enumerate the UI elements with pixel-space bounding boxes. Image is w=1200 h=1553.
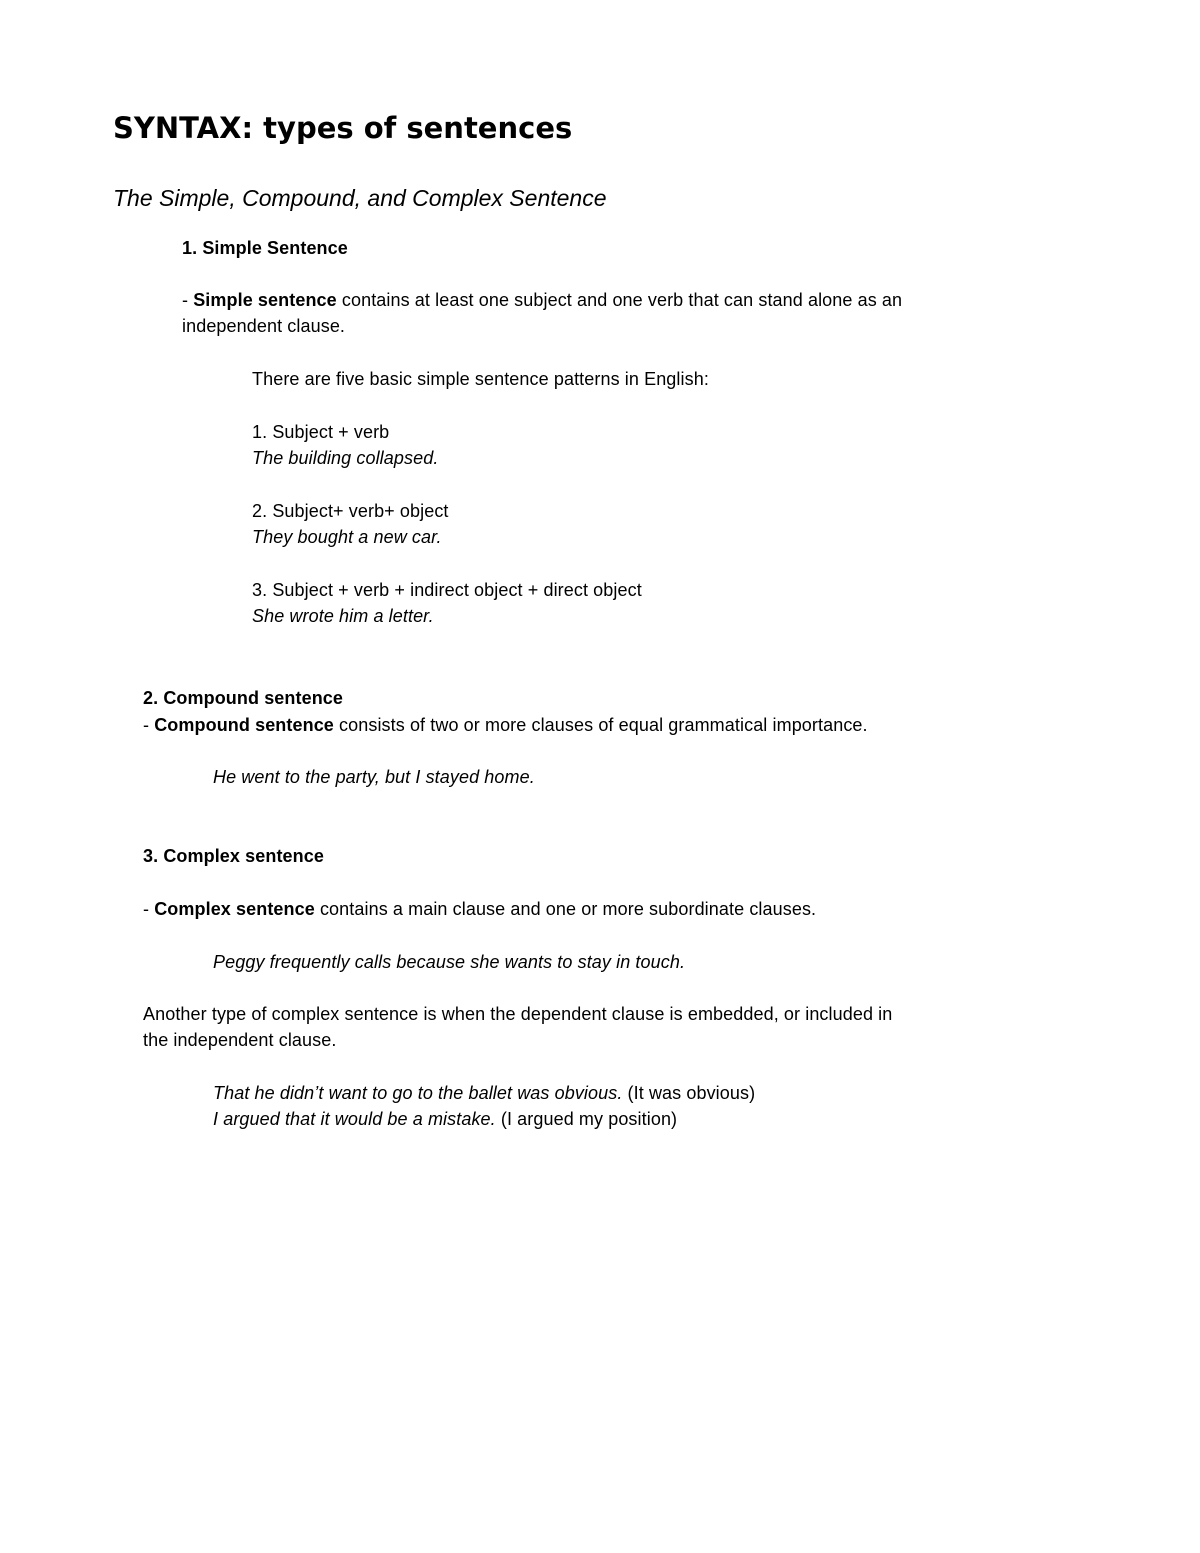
complex-sentence-example: Peggy frequently calls because she wants to stay in touch.	[213, 952, 686, 972]
pattern-label: 3. Subject + verb + indirect object + direct object	[252, 580, 642, 600]
pattern-example: The building collapsed.	[252, 448, 439, 468]
embedded-clause-paragraph-continued: the independent clause.	[143, 1030, 337, 1050]
pattern-label: 2. Subject+ verb+ object	[252, 501, 449, 521]
definition-dash: -	[143, 715, 155, 735]
complex-sentence-heading: 3. Complex sentence	[143, 846, 324, 866]
definition-text: contains at least one subject and one verb that can stand alone as an	[336, 290, 903, 310]
embedded-example	[213, 1106, 677, 1132]
pattern-example: She wrote him a letter.	[252, 606, 434, 626]
compound-sentence-heading: 2. Compound sentence	[143, 688, 344, 708]
simple-sentence-heading: 1. Simple Sentence	[182, 238, 348, 258]
embedded-example-note: (It was obvious)	[622, 1083, 756, 1103]
simple-sentence-definition	[182, 287, 902, 313]
definition-term: Compound sentence	[154, 715, 334, 735]
pattern-example: They bought a new car.	[252, 527, 442, 547]
patterns-intro: There are five basic simple sentence patterns in English:	[252, 369, 709, 389]
embedded-example-note: (I argued my position)	[495, 1109, 678, 1129]
compound-sentence-example: He went to the party, but I stayed home.	[213, 767, 535, 787]
definition-term: Complex sentence	[154, 899, 315, 919]
embedded-example-sentence: That he didn’t want to go to the ballet was obvious.	[213, 1083, 623, 1103]
document-title: SYNTAX: types of sentences	[113, 111, 573, 145]
embedded-clause-paragraph: Another type of complex sentence is when the dependent clause is embedded, or included in	[143, 1004, 893, 1024]
embedded-example-sentence: I argued that it would be a mistake.	[213, 1109, 496, 1129]
definition-text: contains a main clause and one or more subordinate clauses.	[314, 899, 817, 919]
definition-dash: -	[143, 899, 155, 919]
definition-dash: -	[182, 290, 194, 310]
complex-sentence-definition	[143, 896, 816, 922]
document-subtitle: The Simple, Compound, and Complex Sentence	[113, 185, 607, 211]
definition-term: Simple sentence	[193, 290, 337, 310]
definition-text: consists of two or more clauses of equal grammatical importance.	[333, 715, 868, 735]
pattern-label: 1. Subject + verb	[252, 422, 390, 442]
embedded-example	[213, 1080, 755, 1106]
compound-sentence-definition	[143, 712, 868, 738]
simple-sentence-definition-continued: independent clause.	[182, 316, 346, 336]
